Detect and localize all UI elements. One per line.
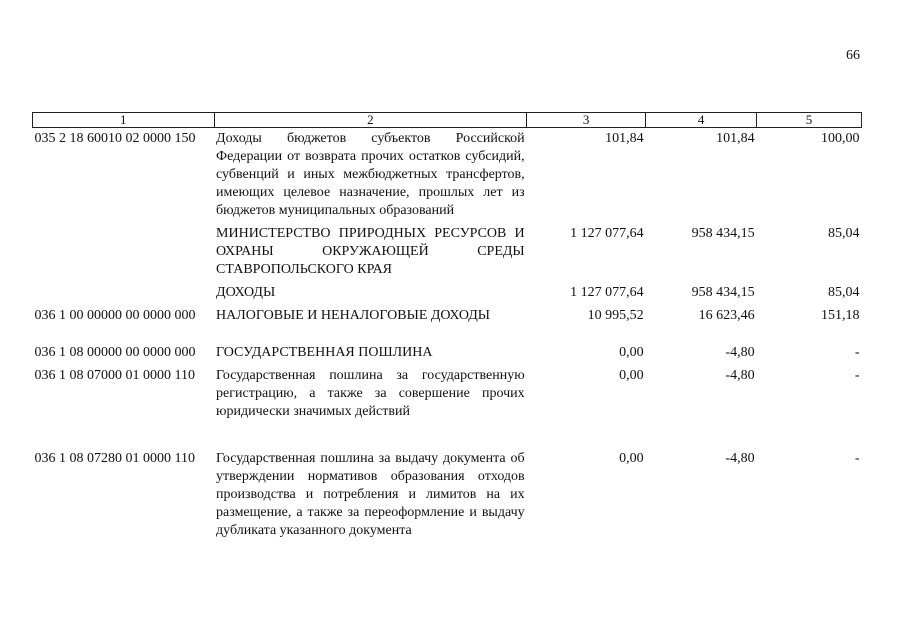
table-row (33, 305, 862, 328)
row-code (33, 223, 215, 282)
row-col4: -4,80 (725, 451, 755, 466)
row-code: 036 1 08 00000 00 0000 000 (34, 345, 196, 360)
row-col5: 100,00 (821, 131, 860, 146)
column-header-3: 3 (527, 113, 646, 128)
row-col4: -4,80 (725, 345, 755, 360)
row-col3: 0,00 (619, 345, 644, 360)
row-code: 035 2 18 60010 02 0000 150 (34, 131, 196, 146)
row-col5: 85,04 (828, 285, 860, 300)
row-name: Доходы бюджетов субъектов Российской Федерации от возврата прочих остатков субсидий, субвенций и иных межбюджетных трансфертов, имеющих целевое назначение, прошлых лет из бюджетов муниципальных образований (216, 131, 525, 218)
row-col3: 1 127 077,64 (570, 226, 644, 241)
column-header-1: 1 (33, 113, 215, 128)
row-col3: 0,00 (619, 368, 644, 383)
row-code: 036 1 08 07000 01 0000 110 (34, 368, 195, 383)
spacer-row (33, 328, 862, 342)
row-col4: -4,80 (725, 368, 755, 383)
row-col3: 0,00 (619, 451, 644, 466)
table-row (33, 365, 862, 424)
table-header-row (33, 113, 862, 128)
row-name: МИНИСТЕРСТВО ПРИРОДНЫХ РЕСУРСОВ И ОХРАНЫ ОКРУЖАЮЩЕЙ СРЕДЫ СТАВРОПОЛЬСКОГО КРАЯ (216, 226, 525, 277)
table-row (33, 128, 862, 224)
row-col4: 958 434,15 (691, 285, 755, 300)
column-header-5: 5 (757, 113, 862, 128)
row-name: Государственная пошлина за государственную регистрацию, а также за совершение прочих юридически значимых действий (216, 368, 525, 419)
row-name: ДОХОДЫ (216, 285, 276, 300)
row-col5: - (854, 345, 860, 360)
row-col4: 101,84 (716, 131, 755, 146)
budget-table (32, 112, 862, 543)
column-header-4: 4 (646, 113, 757, 128)
row-col5: 85,04 (828, 226, 860, 241)
row-col5: 151,18 (821, 308, 860, 323)
row-name: НАЛОГОВЫЕ И НЕНАЛОГОВЫЕ ДОХОДЫ (216, 308, 491, 323)
row-name: ГОСУДАРСТВЕННАЯ ПОШЛИНА (216, 345, 433, 360)
table-row (33, 448, 862, 543)
row-code: 036 1 08 07280 01 0000 110 (34, 451, 195, 466)
row-col3: 1 127 077,64 (570, 285, 644, 300)
row-name: Государственная пошлина за выдачу документа об утверждении нормативов образования отходов производства и потребления и лимитов на их размещение, а также за переоформление и выдачу дубликата указанного документа (216, 451, 525, 538)
table-row (33, 342, 862, 365)
row-col4: 958 434,15 (691, 226, 755, 241)
spacer-row (33, 424, 862, 448)
table-row (33, 223, 862, 282)
row-col4: 16 623,46 (698, 308, 755, 323)
table-row (33, 282, 862, 305)
column-header-2: 2 (214, 113, 527, 128)
row-code (33, 282, 215, 305)
row-col5: - (854, 368, 860, 383)
row-col3: 10 995,52 (587, 308, 644, 323)
row-col5: - (854, 451, 860, 466)
page-number: 66 (846, 48, 860, 63)
row-code: 036 1 00 00000 00 0000 000 (34, 308, 196, 323)
row-col3: 101,84 (605, 131, 644, 146)
